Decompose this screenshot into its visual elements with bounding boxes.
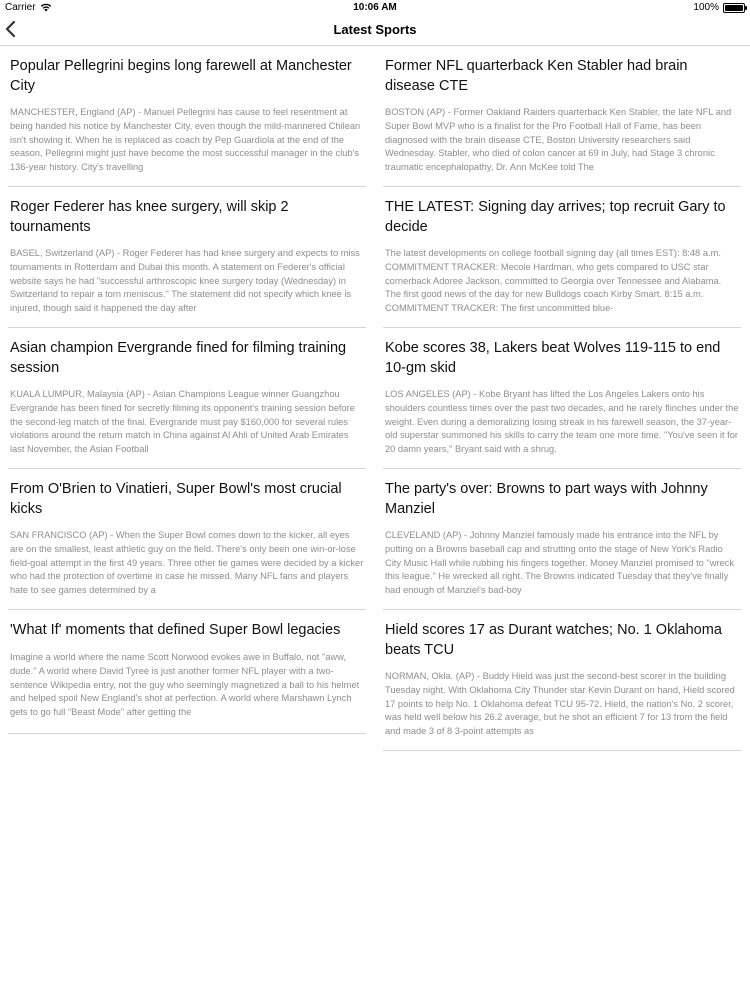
article-summary: CLEVELAND (AP) - Johnny Manziel famously made his entrance into the NFL by putting on a Browns baseball cap and strutting onto the stage of New York's Radio City Music Hall while rubbing his fingers together. Money Manziel promised to "wreck this league." He wrecked all right. The Browns indicated Tuesday that they've finally had enough of Manziel's bad-boy [385,530,734,596]
page-title: Latest Sports [333,22,417,37]
article-summary: NORMAN, Okla. (AP) - Buddy Hield was just the second-best scorer in the building Tuesday night. With Oklahoma City Thunder star Kevin Durant on hand, Hield scored 17 points to help No. 1 Oklahoma defeat TCU 95-72. Hield, the nation's No. 2 scorer, was held well below his 26.2 average, but he shot an efficient 7 for 13 from the field and made 3 of 8 3-point attempts as [385,671,735,737]
carrier-label: Carrier [5,2,36,13]
article-headline: THE LATEST: Signing day arrives; top recruit Gary to decide [385,199,726,235]
navigation-bar [0,16,750,46]
article-card[interactable] [383,46,741,187]
status-bar [0,0,750,16]
status-right [693,2,745,13]
article-summary: BOSTON (AP) - Former Oakland Raiders quarterback Ken Stabler, the late NFL and Super Bowl MVP who is a finalist for the Pro Football Hall of Fame, has been diagnosed with the brain disease CTE, Boston University researchers said Wednesday. Stabler, who died of colon cancer at 69 in July, had Stage 3 chronic traumatic encephalopathy, Dr. Ann McKee told The [385,107,732,173]
article-summary: BASEL, Switzerland (AP) - Roger Federer has had knee surgery and expects to miss tournaments in Rotterdam and Dubai this month. A statement on Federer's official website says he had "successful arthroscopic knee surgery today (Wednesday) in Switzerland to repair a torn meniscus." The statement did not specify which knee is injured, though said it happened the day after [10,248,360,314]
article-card[interactable] [8,328,366,469]
battery-percent: 100% [693,2,719,13]
article-card[interactable] [8,610,366,734]
article-summary: Imagine a world where the name Scott Norwood evokes awe in Buffalo, not "aww, dude." A world where David Tyree is just another former NFL player with a two-sentence Wikipedia entry, not the guy who seemingly magnetized a ball to his helmet and helped spoil New England's shot at perfection. A world where Marshawn Lynch gets to go full "Beast Mode" after getting the [10,652,360,718]
article-headline: Former NFL quarterback Ken Stabler had brain disease CTE [385,58,688,94]
article-card[interactable] [383,187,741,328]
article-headline: Roger Federer has knee surgery, will skip 2 tournaments [10,199,289,235]
article-card[interactable] [8,187,366,328]
article-card[interactable] [8,469,366,610]
article-card[interactable] [383,469,741,610]
article-summary: KUALA LUMPUR, Malaysia (AP) - Asian Champions League winner Guangzhou Evergrande has been fined for secretly filming its opponent's training session before the second-leg match of the final. Evergrande must pay $160,000 for several rules violations around the return match in China against Al Ahli of United Arab Emirates last November, the Asian Football [10,389,355,455]
article-card[interactable] [383,328,741,469]
article-headline: Popular Pellegrini begins long farewell at Manchester City [10,58,352,94]
article-headline: The party's over: Browns to part ways with Johnny Manziel [385,481,708,517]
article-headline: Asian champion Evergrande fined for filming training session [10,340,347,376]
clock: 10:06 AM [353,2,397,13]
battery-icon [723,3,745,13]
article-headline: From O'Brien to Vinatieri, Super Bowl's most crucial kicks [10,481,342,517]
article-summary: SAN FRANCISCO (AP) - When the Super Bowl comes down to the kicker, all eyes are on the smallest, least athletic guy on the field. There's only been one win-or-lose field-goal attempt in the first 49 years. Three other tie games were decided by a kicker who had the protection of overtime in case he missed. Many NFL fans and players hate to see games determined by a [10,530,364,596]
article-headline: 'What If' moments that defined Super Bowl legacies [10,622,341,638]
article-summary: The latest developments on college football signing day (all times EST): 8:48 a.m. COMMITMENT TRACKER: Mecole Hardman, who gets compared to USC star cornerback Adoree Jackson, committed to Georgia over Tennessee and Alabama. The first good news of the day for new Bulldogs coach Kirby Smart. 8:15 a.m. COMMITMENT TRACKER: The first uncommitted blue- [385,248,722,314]
article-card[interactable] [383,610,741,751]
article-summary: LOS ANGELES (AP) - Kobe Bryant has lifted the Los Angeles Lakers onto his shoulders countless times over the past two decades, and he rarely flinches under the weight. Even during a demoralizing losing streak in his farewell season, the 37-year-old superstar summoned his skills to carry the team one more time. "You've seen it for 20 damn years," Bryant said with a shrug. [385,389,739,455]
article-card[interactable] [8,46,366,187]
article-headline: Hield scores 17 as Durant watches; No. 1 Oklahoma beats TCU [385,622,722,658]
article-summary: MANCHESTER, England (AP) - Manuel Pellegrini has cause to feel resentment at being handed his notice by Manchester City, even though the mild-mannered Chilean isn't showing it. When he is replaced as coach by Pep Guardiola at the end of the season, Pellegrini might just have become the most successful manager in the club's 136-year history. City's travelling [10,107,361,173]
article-headline: Kobe scores 38, Lakers beat Wolves 119-115 to end 10-gm skid [385,340,721,376]
